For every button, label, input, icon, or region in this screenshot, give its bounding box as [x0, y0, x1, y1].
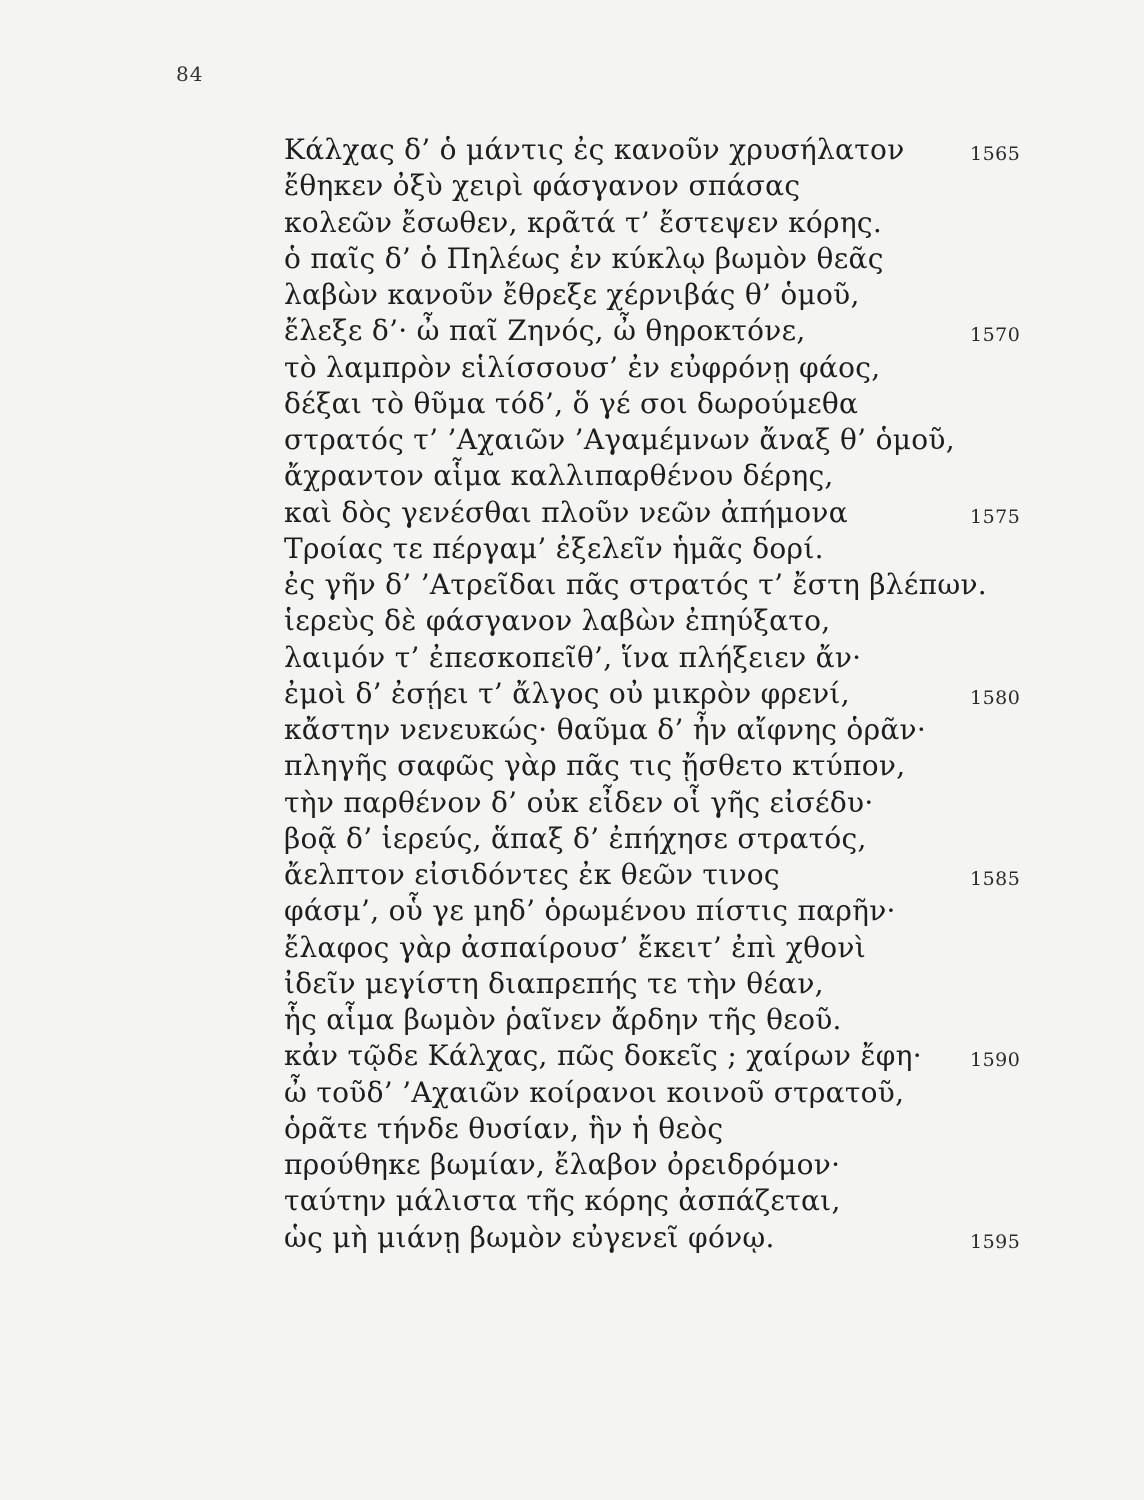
verse-text: προύθηκε βωμίαν, ἔλαβον ὀρειδρόμον· [284, 1148, 841, 1181]
verse-line [284, 1220, 1024, 1256]
verse-text: Τροίας τε πέργαμ’ ἐξελεῖν ἡμᾶς δορί. [284, 531, 824, 565]
line-number: 1595 [970, 1230, 1021, 1253]
verse-text: ἔλαφος γὰρ ἀσπαίρουσ’ ἔκειτ’ ἐπὶ χθονὶ [284, 930, 866, 964]
verse-text: ἄχραντον αἷμα καλλιπαρθένου δέρης, [284, 459, 834, 493]
verse-text: πληγῆς σαφῶς γὰρ πᾶς τις ᾔσθετο κτύπον, [284, 749, 906, 783]
verse-text: λαιμόν τ’ ἐπεσκοπεῖθ’, ἵνα πλήξειεν ἄν· [284, 640, 862, 674]
verse-line [284, 277, 1024, 313]
verse-line [284, 386, 1024, 422]
verse-line [284, 893, 1024, 929]
verse-line [284, 1183, 1024, 1219]
verse-line [284, 821, 1024, 857]
verse-line [284, 966, 1024, 1002]
verse-line [284, 1038, 1024, 1074]
verse-line [284, 168, 1024, 204]
verse-line [284, 676, 1024, 712]
verse-line [284, 857, 1024, 893]
verse-line [284, 640, 1024, 676]
verse-text: Κάλχας δ’ ὁ μάντις ἐς κανοῦν χρυσήλατον [284, 133, 905, 166]
verse-text: βοᾷ δ’ ἱερεύς, ἅπαξ δ’ ἐπήχησε στρατός, [284, 821, 867, 855]
verse-line [284, 1075, 1024, 1111]
verse-text: στρατός τ’ ’Αχαιῶν ’Αγαμέμνων ἄναξ θ’ ὁμοῦ, [284, 423, 955, 456]
verse-block [284, 132, 1024, 1256]
verse-line [284, 495, 1024, 531]
verse-line [284, 458, 1024, 494]
verse-text: ἐμοὶ δ’ ἐσῄει τ’ ἄλγος οὐ μικρὸν φρενί, [284, 676, 850, 710]
verse-line [284, 1147, 1024, 1183]
verse-line [284, 748, 1024, 784]
verse-text: ὦ τοῦδ’ ’Αχαιῶν κοίρανοι κοινοῦ στρατοῦ, [284, 1075, 905, 1109]
verse-text: δέξαι τὸ θῦμα τόδ’, ὅ γέ σοι δωρούμεθα [284, 386, 859, 420]
verse-line [284, 350, 1024, 386]
verse-line [284, 567, 1024, 603]
verse-text: καὶ δὸς γενέσθαι πλοῦν νεῶν ἀπήμονα [284, 495, 848, 529]
verse-line [284, 241, 1024, 277]
line-number: 1575 [970, 505, 1021, 528]
verse-line [284, 712, 1024, 748]
verse-text: λαβὼν κανοῦν ἔθρεξε χέρνιβάς θ’ ὁμοῦ, [284, 278, 860, 311]
verse-text: κἀν τῷδε Κάλχας, πῶς δοκεῖς ; χαίρων ἔφη· [284, 1039, 922, 1073]
verse-text: φάσμ’, οὗ γε μηδ’ ὁρωμένου πίστις παρῆν· [284, 894, 896, 928]
verse-line [284, 531, 1024, 567]
verse-text: ἄελπτον εἰσιδόντες ἐκ θεῶν τινος [284, 858, 780, 891]
verse-text: τὸ λαμπρὸν εἱλίσσουσ’ ἐν εὐφρόνῃ φάος, [284, 350, 881, 384]
verse-text: ἔθηκεν ὀξὺ χειρὶ φάσγανον σπάσας [284, 169, 801, 203]
line-number: 1580 [970, 686, 1021, 709]
verse-line [284, 205, 1024, 241]
verse-line [284, 785, 1024, 821]
verse-line [284, 313, 1024, 349]
line-number: 1590 [970, 1049, 1021, 1072]
verse-text: ἧς αἷμα βωμὸν ῥαῖνεν ἄρδην τῆς θεοῦ. [284, 1003, 842, 1036]
line-number: 1565 [970, 143, 1021, 165]
verse-line [284, 1111, 1024, 1147]
line-number: 1585 [970, 868, 1021, 890]
verse-text: κἄστην νενευκώς· θαῦμα δ’ ἦν αἴφνης ὁρᾶν· [284, 713, 927, 746]
verse-line [284, 132, 1024, 168]
verse-line [284, 603, 1024, 639]
verse-text: ὁ παῖς δ’ ὁ Πηλέως ἐν κύκλῳ βωμὸν θεᾶς [284, 241, 884, 275]
line-number: 1570 [970, 324, 1021, 347]
verse-text: ἐς γῆν δ’ ’Ατρεῖδαι πᾶς στρατός τ’ ἔστη βλέπων. [284, 568, 987, 601]
verse-text: ἱερεὺς δὲ φάσγανον λαβὼν ἐπηύξατο, [284, 604, 831, 638]
verse-text: ὁρᾶτε τήνδε θυσίαν, ἣν ἡ θεὸς [284, 1111, 724, 1145]
verse-line [284, 930, 1024, 966]
verse-line [284, 1002, 1024, 1038]
verse-text: ἔλεξε δ’· ὦ παῖ Ζηνός, ὦ θηροκτόνε, [284, 314, 806, 348]
verse-text: κολεῶν ἔσωθεν, κρᾶτά τ’ ἔστεψεν κόρης. [284, 205, 883, 239]
verse-line [284, 422, 1024, 458]
page-number: 84 [176, 62, 204, 86]
verse-text: ὡς μὴ μιάνῃ βωμὸν εὐγενεῖ φόνῳ. [284, 1220, 775, 1254]
verse-text: ἰδεῖν μεγίστη διαπρεπής τε τὴν θέαν, [284, 966, 824, 1000]
verse-text: τὴν παρθένον δ’ οὐκ εἶδεν οἷ γῆς εἰσέδυ· [284, 785, 874, 819]
verse-text: ταύτην μάλιστα τῆς κόρης ἀσπάζεται, [284, 1184, 841, 1218]
